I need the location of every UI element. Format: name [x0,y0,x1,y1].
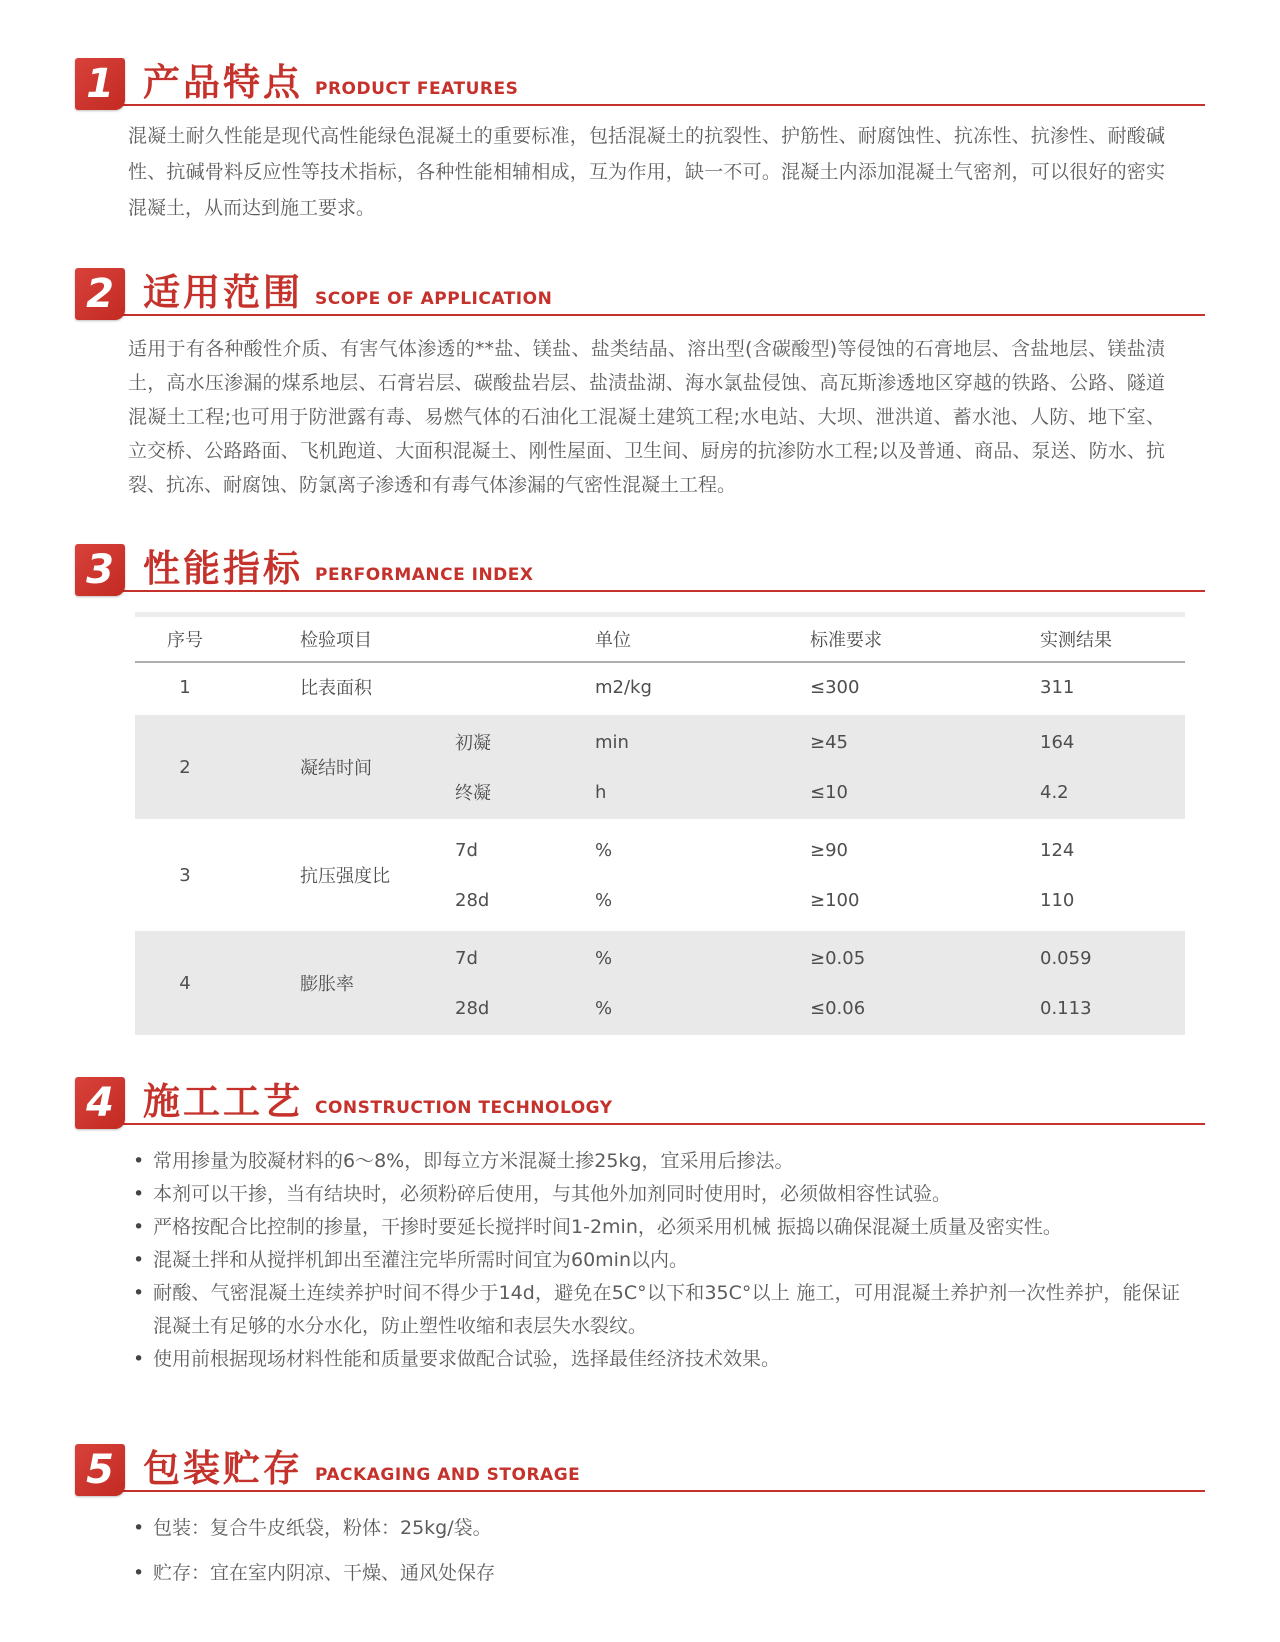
cell-standard: ≤300 [810,676,860,698]
section1-header [75,46,1205,106]
cell-sub: 7d [455,839,478,861]
section1-number-badge [75,58,125,110]
cell-standard: ≥100 [810,889,860,911]
cell-standard: ≥90 [810,839,848,861]
cell-sub: 28d [455,889,490,911]
list-item-text: 使用前根据现场材料性能和质量要求做配合试验，选择最佳经济技术效果。 [153,1348,781,1370]
table-sub-row [455,875,1185,925]
section2-subtitle-en: SCOPE OF APPLICATION [315,289,553,309]
section2-header [75,256,1205,316]
list-item [133,1178,1180,1211]
section2-number-badge [75,268,125,320]
list-item-text: 贮存：宜在室内阴凉、干燥、通风处保存 [153,1562,496,1584]
cell-sub: 终凝 [455,783,491,804]
col-header-unit: 单位 [595,630,631,651]
sub-rows [455,823,1185,927]
section3-number: 3 [86,547,114,593]
bullet-icon: • [133,1249,145,1271]
list-item [133,1244,1180,1277]
sub-rows [455,715,1185,819]
section4-subtitle-en: CONSTRUCTION TECHNOLOGY [315,1098,613,1118]
section4-title: 施工工艺 [143,1080,303,1123]
section-scope-of-application [75,256,1205,502]
cell-unit: min [595,731,629,753]
section2-number: 2 [86,271,114,317]
table-sub-row [455,825,1185,875]
bullet-icon: • [133,1216,145,1238]
list-item-text: 严格按配合比控制的掺量，干掺时要延长搅拌时间1-2min，必须采用机械 振捣以确保混凝土质量及密实性。 [153,1216,1062,1238]
section5-number-badge [75,1444,125,1496]
section1-number: 1 [86,61,114,107]
cell-item: 抗压强度比 [300,866,390,887]
list-item-text: 混凝土拌和从搅拌机卸出至灌注完毕所需时间宜为60min以内。 [153,1249,689,1271]
list-item [133,1557,1180,1590]
cell-result: 4.2 [1040,781,1069,803]
cell-unit: m2/kg [595,676,652,698]
cell-item: 凝结时间 [300,758,372,779]
cell-result: 0.113 [1040,997,1092,1019]
cell-result: 110 [1040,889,1075,911]
table-sub-row [455,933,1185,983]
list-item-text: 耐酸、气密混凝土连续养护时间不得少于14d，避免在5C°以下和35C°以上 施工，可用混凝土养护剂一次性养护，能保证混凝土有足够的水分水化，防止塑性收缩和表层失水裂纹。 [153,1282,1180,1337]
section5-header [75,1432,1205,1492]
cell-result: 164 [1040,731,1075,753]
cell-unit: h [595,781,607,803]
section5-title: 包装贮存 [143,1447,303,1490]
cell-no: 3 [179,864,191,886]
table-sub-row [455,717,1185,767]
cell-standard: ≥45 [810,731,848,753]
table-header-row [135,612,1185,663]
cell-item: 膨胀率 [300,974,354,995]
section3-title: 性能指标 [143,547,303,590]
section3-subtitle-en: PERFORMANCE INDEX [315,565,534,585]
sub-rows [455,931,1185,1035]
section-construction-technology [75,1065,1205,1376]
bullet-icon: • [133,1183,145,1205]
list-item [133,1343,1180,1376]
bullet-icon: • [133,1282,145,1304]
section3-header [75,532,1205,592]
bullet-icon: • [133,1150,145,1172]
section5-subtitle-en: PACKAGING AND STORAGE [315,1465,581,1485]
table-row [135,663,1185,711]
section4-header [75,1065,1205,1125]
section1-subtitle-en: PRODUCT FEATURES [315,79,519,99]
section3-number-badge [75,544,125,596]
cell-unit: % [595,997,613,1019]
list-item [133,1145,1180,1178]
cell-unit: % [595,947,613,969]
section-product-features [75,46,1205,226]
table-sub-row [455,983,1185,1033]
cell-standard: ≥0.05 [810,947,866,969]
list-item-text: 包装：复合牛皮纸袋，粉体：25kg/袋。 [153,1517,492,1539]
section-performance-index [75,532,1205,1035]
list-item [133,1512,1180,1545]
cell-no: 1 [179,676,191,698]
cell-sub: 初凝 [455,733,491,754]
cell-unit: % [595,889,613,911]
section1-title: 产品特点 [143,61,303,104]
cell-unit: % [595,839,613,861]
table-row-group [135,715,1185,819]
section5-number: 5 [86,1447,114,1493]
table-sub-row [455,767,1185,817]
construction-bullet-list [133,1145,1180,1376]
cell-result: 0.059 [1040,947,1092,969]
section1-body: 混凝土耐久性能是现代高性能绿色混凝土的重要标准，包括混凝土的抗裂性、护筋性、耐腐蚀性、抗冻性、抗渗性、耐酸碱性、抗碱骨料反应性等技术指标，各种性能相辅相成，互为作用，缺一不可。混凝土内添加混凝土气密剂，可以很好的密实混凝土，从而达到施工要求。 [128,125,1165,219]
cell-sub: 28d [455,997,490,1019]
section4-number: 4 [86,1080,114,1126]
bullet-icon: • [133,1348,145,1370]
col-header-standard: 标准要求 [810,630,882,651]
cell-sub: 7d [455,947,478,969]
cell-no: 4 [179,972,191,994]
section4-number-badge [75,1077,125,1129]
list-item-text: 本剂可以干掺，当有结块时，必须粉碎后使用，与其他外加剂同时使用时，必须做相容性试验。 [153,1183,952,1205]
performance-table [135,612,1185,1035]
col-header-result: 实测结果 [1040,630,1112,651]
list-item [133,1277,1180,1343]
section2-body: 适用于有各种酸性介质、有害气体渗透的**盐、镁盐、盐类结晶、溶出型(含碳酸型)等侵蚀的石膏地层、含盐地层、镁盐渍土，高水压渗漏的煤系地层、石膏岩层、碳酸盐岩层、盐渍盐湖、海水氯盐侵蚀、高瓦斯渗透地区穿越的铁路、公路、隧道混凝土工程;也可用于防泄露有毒、易燃气体的石油化工混凝土建筑工程;水电站、大坝、泄洪道、蓄水池、人防、地下室、立交桥、公路路面、飞机跑道、大面积混凝土、刚性屋面、卫生间、厨房的抗渗防水工程;以及普通、商品、泵送、防水、抗裂、抗冻、耐腐蚀、防氯离子渗透和有毒气体渗漏的气密性混凝土工程。 [128,338,1165,496]
cell-result: 311 [1040,676,1075,698]
list-item-text: 常用掺量为胶凝材料的6～8%，即每立方米混凝土掺25kg，宜采用后掺法。 [153,1150,794,1172]
cell-item: 比表面积 [300,678,372,699]
section-packaging-and-storage [75,1432,1205,1590]
cell-no: 2 [179,756,191,778]
bullet-icon: • [133,1517,145,1539]
col-header-item: 检验项目 [300,630,372,651]
bullet-icon: • [133,1562,145,1584]
section2-title: 适用范围 [143,271,303,314]
cell-standard: ≤10 [810,781,848,803]
col-header-no: 序号 [167,630,203,651]
table-row-group [135,823,1185,927]
table-row-group [135,931,1185,1035]
list-item [133,1211,1180,1244]
cell-standard: ≤0.06 [810,997,866,1019]
packaging-bullet-list [133,1512,1180,1590]
cell-result: 124 [1040,839,1075,861]
